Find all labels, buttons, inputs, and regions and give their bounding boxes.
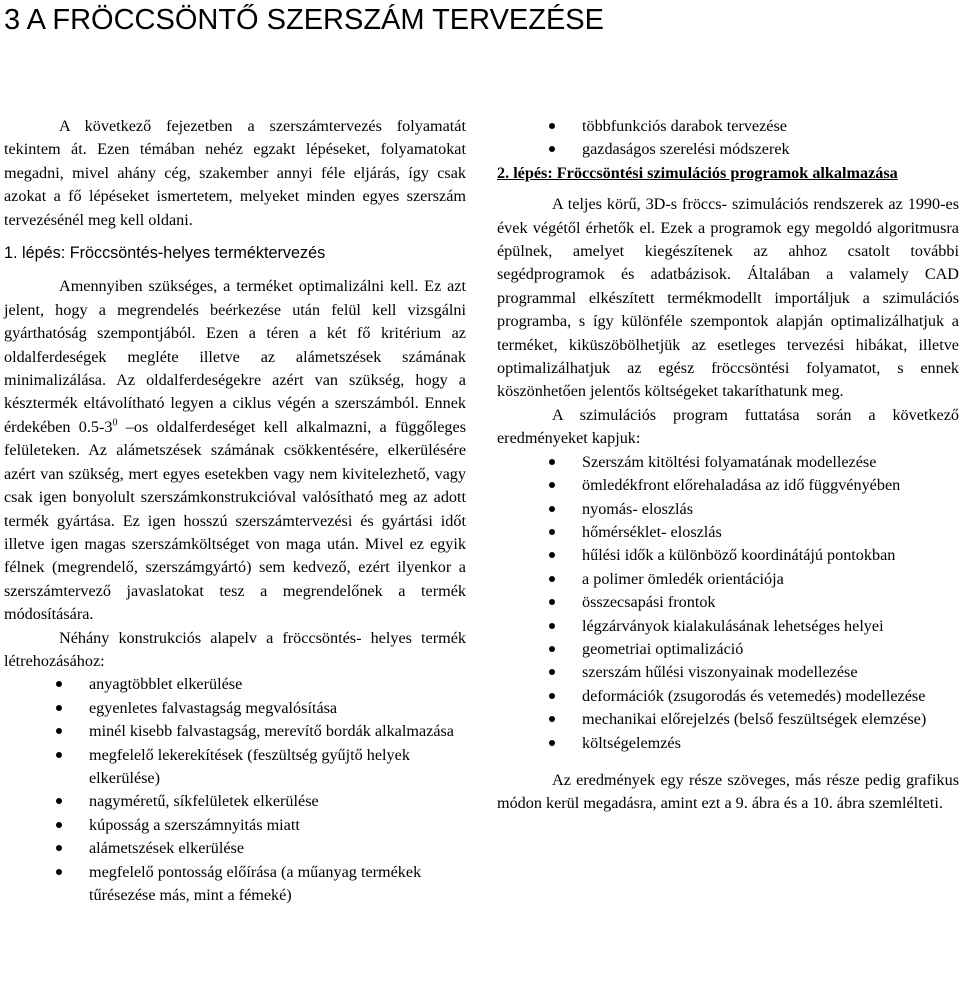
closing-paragraph: Az eredmények egy része szöveges, más része pedig grafikus módon kerül megadásra, amint ezt a 9. ábra és a 10. ábra szemlélteti. (497, 770, 959, 813)
left-column (4, 115, 466, 907)
list-item: hőmérséklet- eloszlás (497, 521, 959, 544)
results-intro: A szimulációs program futtatása során a következő eredményeket kapjuk: (497, 405, 959, 448)
principles-list-continued (497, 115, 959, 162)
spacer (497, 755, 959, 769)
list-item: légzárványok kialakulásának lehetséges helyei (497, 615, 959, 638)
list-item: szerszám hűlési viszonyainak modellezése (497, 661, 959, 684)
step-1-paragraph (4, 275, 466, 626)
intro-paragraph: A következő fejezetben a szerszámtervezés folyamatát tekintem át. Ezen témában nehéz egzakt lépéseket, folyamatokat megadni, mivel ahány cég, szakember annyi féle eljárás, így csak azokat a fő lépéseket ismertetem, melyeket minden egyes szerszám tervezésénél meg kell oldani. (4, 117, 466, 229)
right-column (497, 115, 959, 816)
list-item: gazdaságos szerelési módszerek (497, 138, 959, 161)
degree-superscript: 0 (112, 417, 118, 429)
list-item: minél kisebb falvastagság, merevítő bordák alkalmazása (4, 720, 466, 743)
page-title: 3 A FRÖCCSÖNTŐ SZERSZÁM TERVEZÉSE (4, 4, 604, 36)
step-1-heading: 1. lépés: Fröccsöntés-helyes terméktervezés (4, 244, 326, 263)
list-item: megfelelő lekerekítések (feszültség gyűjtő helyek elkerülése) (4, 744, 466, 791)
list-item: összecsapási frontok (497, 591, 959, 614)
principles-list (4, 673, 466, 907)
list-item: ömledékfront előrehaladása az idő függvényében (497, 474, 959, 497)
list-item: kúposság a szerszámnyitás miatt (4, 814, 466, 837)
list-item: anyagtöbblet elkerülése (4, 673, 466, 696)
list-item: mechanikai előrejelzés (belső feszültségek elemzése) (497, 708, 959, 731)
list-item: hűlési idők a különböző koordinátájú pontokban (497, 544, 959, 567)
step-2-heading (497, 162, 959, 185)
list-item: nyomás- eloszlás (497, 498, 959, 521)
list-item: Szerszám kitöltési folyamatának modellezése (497, 451, 959, 474)
results-list (497, 451, 959, 755)
list-item: többfunkciós darabok tervezése (497, 115, 959, 138)
step-2-heading-text: 2. lépés: Fröccsöntési szimulációs programok alkalmazása (497, 163, 898, 182)
list-item: költségelemzés (497, 732, 959, 755)
list-item: deformációk (zsugorodás és vetemedés) modellezése (497, 685, 959, 708)
step-1-text-b: –os oldalferdeséget kell alkalmazni, a függőleges felületeken. Az alámetszések számának csökkentésére, elkerülésére azért van szükség, mert egyes esetekben vagy nem kivitelezhető, vagy csak igen bonyolult szerszámkonstrukcióval valósítható meg az adott termék gyártása. Ez igen hosszú szerszámtervezési és gyártási időt illetve igen magas szerszámköltséget von maga után. Mivel ez egyik félnek (megrendelő, szerszámgyártó) sem kedvező, ezért ilyenkor a szerszámtervező javaslatokat tesz a megrendelőnek a termék módosítására. (4, 417, 466, 624)
list-item: egyenletes falvastagság megvalósítása (4, 697, 466, 720)
step-1-text-a: Amennyiben szükséges, a terméket optimalizálni kell. Ez azt jelent, hogy a megrendelés beérkezése után felül kell vizsgálni gyárthatóság szempontjából. Ezen a téren a két fő kritérium az oldalferdeségek megléte illetve az alámetszések számának minimalizálása. Az oldalferdeségekre azért van szükség, hogy a késztermék eltávolítható legyen a ciklus végén a szerszámból. Ennek érdekében 0.5-3 (4, 277, 466, 436)
list-item: geometriai optimalizáció (497, 638, 959, 661)
list-item: megfelelő pontosság előírása (a műanyag termékek tűrésezése más, mint a fémeké) (4, 861, 466, 908)
spacer (497, 185, 959, 193)
simulation-paragraph: A teljes körű, 3D-s fröccs- szimulációs rendszerek az 1990-es évek végétől érhetők el. Ezek a programok egy megoldó algoritmusra épülnek, amelyet kiegészítenek az ahhoz csatolt további segédprogramok és adatbázisok. Általában a valamely CAD programmal elkészített termékmodellt importáljuk a szimulációs programba, s így különféle szempontok alapján optimalizálhatjuk a terméket, kiküszöbölhetjük az esetleges tervezési hibákat, illetve optimalizálhatjuk az egész fröccsöntési folyamatot, s ennek köszönhetően jelentős költségeket takaríthatunk meg. (497, 195, 959, 401)
principles-intro: Néhány konstrukciós alapelv a fröccsöntés- helyes termék létrehozásához: (4, 628, 466, 670)
list-item: nagyméretű, síkfelületek elkerülése (4, 790, 466, 813)
list-item: alámetszések elkerülése (4, 837, 466, 860)
list-item: a polimer ömledék orientációja (497, 568, 959, 591)
